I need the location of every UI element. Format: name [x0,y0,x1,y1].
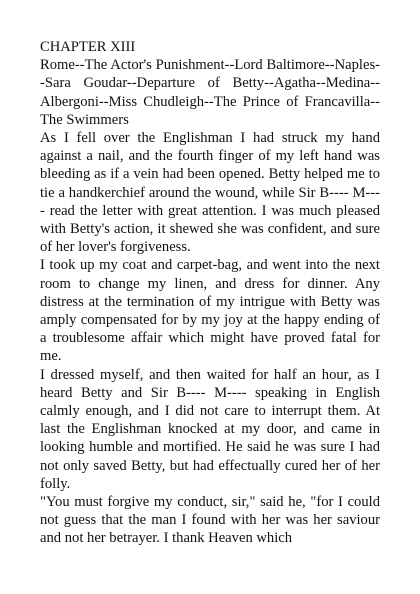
book-page [40,38,380,548]
paragraph-4: "You must forgive my conduct, sir," said he, "for I could not guess that the man I found with her was her saviour and not her betrayer. I thank Heaven which [40,494,380,547]
paragraph-1: As I fell over the Englishman I had struck my hand against a nail, and the fourth finger of my left hand was bleeding as if a vein had been opened. Betty helped me to tie a handkerchief around the wound, while Sir B---- M---- read the letter with great attention. I was much pleased with Betty's action, it shewed she was confident, and sure of her lover's forgiveness. [40,130,380,256]
paragraph-2: I took up my coat and carpet-bag, and went into the next room to change my linen, and dress for dinner. Any distress at the termination of my intrigue with Betty was amply compensated for by my joy at the happy ending of a troublesome affair which might have proved fatal for me. [40,257,380,365]
chapter-heading: CHAPTER XIII [40,39,136,55]
paragraph-3: I dressed myself, and then waited for half an hour, as I heard Betty and Sir B---- M---- speaking in English calmly enough, and I did not care to interrupt them. At last the Englishman knocked at my door, and came in looking humble and mortified. He said he was sure I had not only saved Betty, but had effectually cured her of her folly. [40,366,380,492]
chapter-summary: Rome--The Actor's Punishment--Lord Baltimore--Naples--Sara Goudar--Departure of Betty--Agatha--Medina--Albergoni--Miss Chudleigh--The Prince of Francavilla--The Swimmers [40,57,380,128]
